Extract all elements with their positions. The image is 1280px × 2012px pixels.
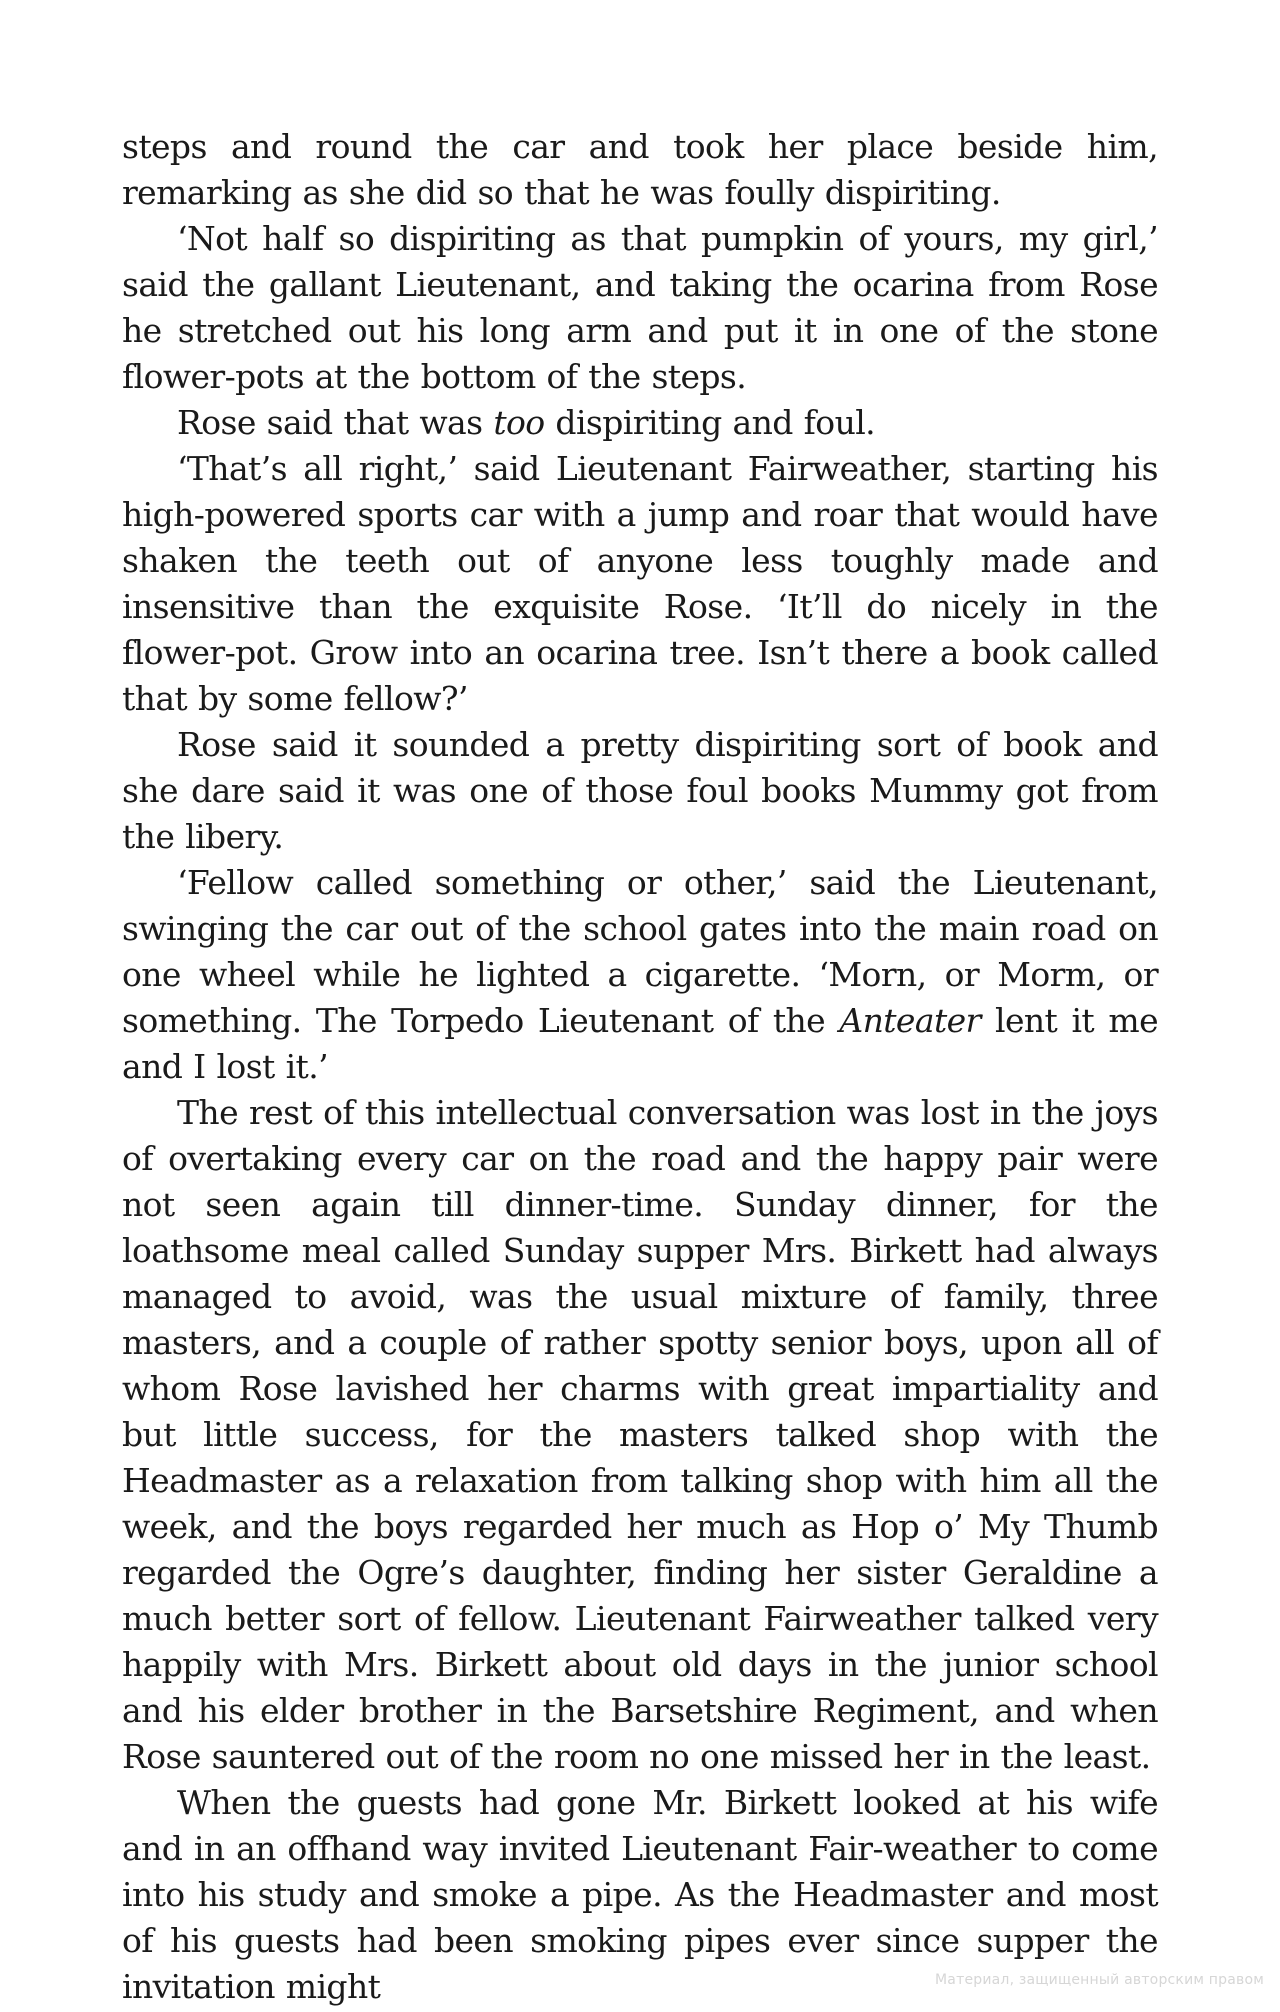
paragraph-7 — [122, 1090, 1158, 1780]
paragraph-2 — [122, 216, 1158, 400]
text-run: steps and round the car and took her place beside him, remarking as she did so that he was foully dispiriting. — [122, 127, 1158, 212]
text-run: When the guests had gone Mr. Birkett looked at his wife and in an offhand way invited Lieutenant Fair-weather to come into his study and smoke a pipe. As the Headmaster and most of his guests had been smoking pipes ever since supper the invitation might — [122, 1783, 1158, 2006]
copyright-watermark: Материал, защищенный авторским правом — [935, 1972, 1264, 1988]
page-body — [122, 124, 1158, 2010]
text-run: Rose said that was — [177, 403, 494, 442]
text-run: dispiriting and foul. — [544, 403, 876, 442]
text-run: lent it me and I lost it.’ — [122, 1001, 1158, 1086]
text-run: ‘Not half so dispiriting as that pumpkin of yours, my girl,’ said the gallant Lieutenant, and taking the ocarina from Rose he stretched out his long arm and put it in one of the stone flower-pots at the bottom of the steps. — [122, 219, 1158, 396]
italic-text-run: Anteater — [839, 1001, 981, 1040]
paragraph-6 — [122, 860, 1158, 1090]
text-run: Rose said it sounded a pretty dispiriting sort of book and she dare said it was one of those foul books Mummy got from the libery. — [122, 725, 1158, 856]
text-run: ‘That’s all right,’ said Lieutenant Fairweather, starting his high-powered sports car with a jump and roar that would have shaken the teeth out of anyone less toughly made and insensitive than the exquisite Rose. ‘It’ll do nicely in the flower-pot. Grow into an ocarina tree. Isn’t there a book called that by some fellow?’ — [122, 449, 1158, 718]
paragraph-5 — [122, 722, 1158, 860]
paragraph-1 — [122, 124, 1158, 216]
text-run: ‘Fellow called something or other,’ said the Lieutenant, swinging the car out of the school gates into the main road on one wheel while he lighted a cigarette. ‘Morn, or Morm, or something. The Torpedo Lieutenant of the — [122, 863, 1158, 1040]
text-run: The rest of this intellectual conversation was lost in the joys of overtaking every car on the road and the happy pair were not seen again till dinner-time. Sunday dinner, for the loathsome meal called Sunday supper Mrs. Birkett had always managed to avoid, was the usual mixture of family, three masters, and a couple of rather spotty senior boys, upon all of whom Rose lavished her charms with great impartiality and but little success, for the masters talked shop with the Headmaster as a relaxation from talking shop with him all the week, and the boys regarded her much as Hop o’ My Thumb regarded the Ogre’s daughter, finding her sister Geraldine a much better sort of fellow. Lieutenant Fairweather talked very happily with Mrs. Birkett about old days in the junior school and his elder brother in the Barsetshire Regiment, and when Rose sauntered out of the room no one missed her in the least. — [122, 1093, 1158, 1776]
paragraph-3 — [122, 400, 1158, 446]
paragraph-4 — [122, 446, 1158, 722]
italic-text-run: too — [493, 403, 545, 442]
